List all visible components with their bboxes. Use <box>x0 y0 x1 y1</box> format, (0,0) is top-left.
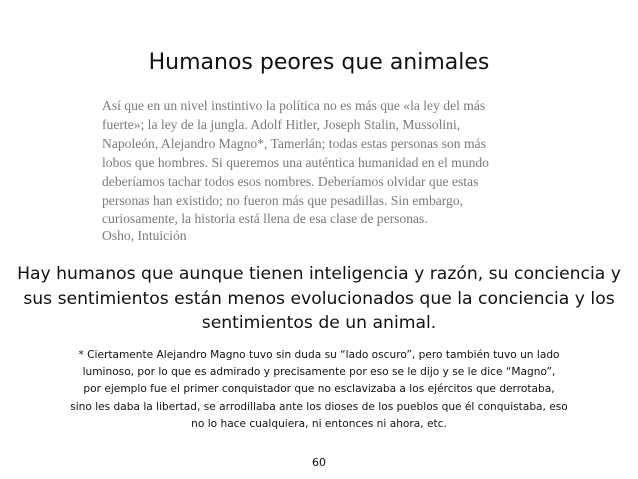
quote-line: Así que en un nivel instintivo la política no es más que «la ley del más <box>102 98 486 113</box>
quote-attribution: Osho, Intuición <box>102 228 187 243</box>
footnote-line: sino les daba la libertad, se arrodillaba ante los dioses de los pueblos que él conquistaba, eso <box>70 400 568 413</box>
quote-line: curiosamente, la historia está llena de esa clase de personas. <box>102 211 428 227</box>
quote-line: Napoleón, Alejandro Magno*, Tamerlán; todas estas personas son más <box>102 135 486 151</box>
quote-line: fuerte»; la ley de la jungla. Adolf Hitler, Joseph Stalin, Mussolini, <box>102 116 461 132</box>
quote-line: deberíamos tachar todos esos nombres. Deberíamos olvidar que estas <box>102 173 479 189</box>
quote-line: lobos que hombres. Si queremos una auténtica humanidad en el mundo <box>102 154 489 170</box>
footnote-line: luminoso, por lo que es admirado y precisamente por eso se le dijo y se le dice “Magno”, <box>82 366 556 379</box>
statement-line: Hay humanos que aunque tienen inteligencia y razón, su conciencia y <box>17 264 621 284</box>
quote-line: personas han existido; no fueron más que pesadillas. Sin embargo, <box>102 192 464 208</box>
slide-title: Humanos peores que animales <box>148 50 490 75</box>
footnote-line: no lo hace cualquiera, ni entonces ni ahora, etc. <box>191 417 447 430</box>
quote-block <box>102 97 542 229</box>
footnote-line: * Ciertamente Alejandro Magno tuvo sin duda su “lado oscuro”, pero también tuvo un lado <box>78 349 560 361</box>
footnote-line: por ejemplo fue el primer conquistador que no esclavizaba a los ejércitos que derrotaba, <box>83 383 555 396</box>
statement-line: sentimientos de un animal. <box>201 313 437 333</box>
statement-line: sus sentimientos están menos evolucionados que la conciencia y los <box>23 288 615 309</box>
main-statement <box>0 262 638 336</box>
footnote <box>0 347 638 433</box>
page-number: 60 <box>312 456 326 469</box>
